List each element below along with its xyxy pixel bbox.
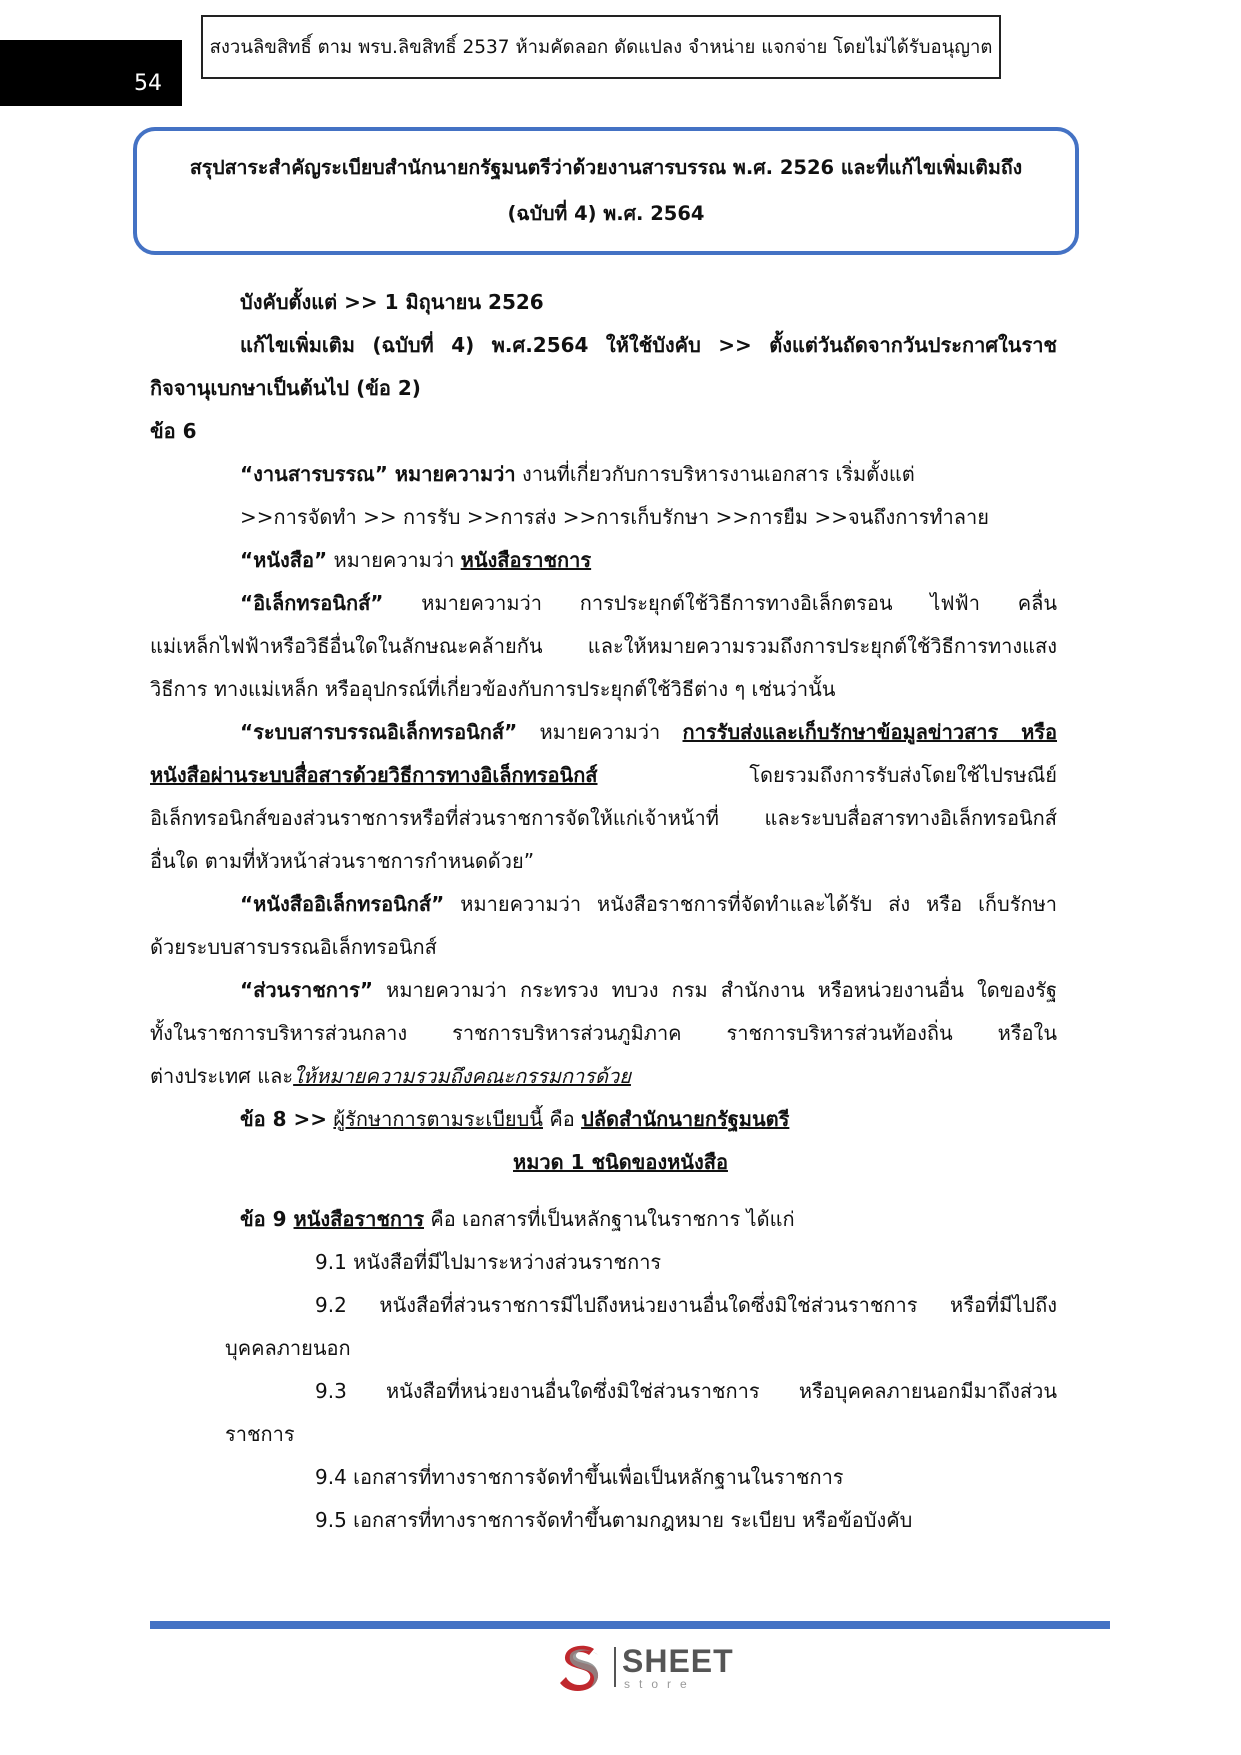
definition-term: “หนังสือ” (240, 548, 328, 572)
definition-electronic-line-2: แม่เหล็กไฟฟ้าหรือวิธีอื่นใดในลักษณะคล้ายกัน และให้หมายความรวมถึงการประยุกต์ใช้วิธีการทางแสง (150, 634, 1057, 658)
definition-e-document-line-2: ด้วยระบบสารบรรณอิเล็กทรอนิกส์ (150, 935, 437, 959)
section-1-heading: หมวด 1 ชนิดของหนังสือ (513, 1150, 728, 1174)
definition-text: หมายความว่า หนังสือราชการที่จัดทำและได้รับ ส่ง หรือ เก็บรักษา (444, 892, 1057, 916)
clause-8-value: ปลัดสำนักนายกรัฐมนตรี (581, 1107, 790, 1131)
clause-8-label: ข้อ 8 >> (240, 1107, 328, 1131)
definition-text: งานที่เกี่ยวกับการบริหารงานเอกสาร เริ่มตั้งแต่ (515, 462, 915, 486)
effective-date: บังคับตั้งแต่ >> 1 มิถุนายน 2526 (240, 290, 544, 314)
definition-underlined: การรับส่งและเก็บรักษาข้อมูลข่าวสาร หรือ (682, 720, 1058, 744)
logo-subtext: store (624, 1677, 696, 1691)
definition-term: “ส่วนราชการ” (240, 978, 374, 1002)
list-item-9-3-line-2: ราชการ (225, 1422, 295, 1446)
title-line-1: สรุปสาระสำคัญระเบียบสำนักนายกรัฐมนตรีว่าด้วยงานสารบรรณ พ.ศ. 2526 และที่แก้ไขเพิ่มเติมถึง (189, 156, 1023, 179)
definition-e-records-system (240, 717, 1057, 747)
clause-9-term: หนังสือราชการ (293, 1207, 424, 1231)
definition-government-agency (240, 975, 1057, 1005)
clause-8-connector: คือ (542, 1107, 582, 1131)
sheet-store-logo (556, 1641, 734, 1695)
definition-electronic-line-3: วิธีการ ทางแม่เหล็ก หรืออุปกรณ์ที่เกี่ยวข้องกับการประยุกต์ใช้วิธีต่าง ๆ เช่นว่านั้น (150, 677, 836, 701)
definition-e-records-system-line-2 (150, 760, 1057, 790)
footer-rule (150, 1621, 1110, 1629)
amendment-line-1: แก้ไขเพิ่มเติม (ฉบับที่ 4) พ.ศ.2564 ให้ใช้บังคับ >> ตั้งแต่วันถัดจากวันประกาศในราช (240, 333, 1057, 357)
definition-document (240, 545, 591, 575)
list-item-9-2-line-2: บุคคลภายนอก (225, 1336, 351, 1360)
definition-government-agency-line-2: ทั้งในราชการบริหารส่วนกลาง ราชการบริหารส่วนภูมิภาค ราชการบริหารส่วนท้องถิ่น หรือใน (150, 1021, 1057, 1045)
list-item-9-2: 9.2 หนังสือที่ส่วนราชการมีไปถึงหน่วยงานอื่นใดซึ่งมิใช่ส่วนราชการ หรือที่มีไปถึง (315, 1293, 1057, 1317)
clause-6-heading: ข้อ 6 (150, 419, 197, 443)
definition-term: “ระบบสารบรรณอิเล็กทรอนิกส์” (240, 720, 518, 744)
definition-text: หมายความว่า การประยุกต์ใช้วิธีการทางอิเล็กตรอน ไฟฟ้า คลื่น (383, 591, 1057, 615)
definition-term: “หนังสืออิเล็กทรอนิกส์” (240, 892, 445, 916)
definition-text: หมายความว่า (517, 720, 683, 744)
definition-text: หมายความว่า (327, 548, 461, 572)
copyright-text: สงวนลิขสิทธิ์ ตาม พรบ.ลิขสิทธิ์ 2537 ห้ามคัดลอก ดัดแปลง จำหน่าย แจกจ่าย โดยไม่ได้รับอนุญาต (209, 36, 993, 58)
definition-e-document (240, 889, 1057, 919)
amendment-line-2: กิจจานุเบกษาเป็นต้นไป (ข้อ 2) (150, 376, 421, 400)
logo-separator (614, 1647, 616, 1687)
definition-text: หมายความว่า กระทรวง ทบวง กรม สำนักงาน หรือหน่วยงานอื่น ใดของรัฐ (373, 978, 1057, 1002)
list-item-9-1: 9.1 หนังสือที่มีไปมาระหว่างส่วนราชการ (315, 1250, 662, 1274)
page-number: 54 (134, 71, 162, 96)
definition-italic-underlined: ให้หมายความรวมถึงคณะกรรมการด้วย (293, 1064, 631, 1088)
page-number-box (0, 40, 182, 106)
definition-e-records-system-line-3: อิเล็กทรอนิกส์ของส่วนราชการหรือที่ส่วนราชการจัดให้แก่เจ้าหน้าที่ และระบบสื่อสารทางอิเล็กทรอนิกส์ (150, 806, 1057, 830)
logo-text: SHEET (622, 1643, 734, 1679)
clause-8-subject: ผู้รักษาการตามระเบียบนี้ (333, 1107, 543, 1131)
list-item-9-5: 9.5 เอกสารที่ทางราชการจัดทำขึ้นตามกฎหมาย ระเบียบ หรือข้อบังคับ (315, 1508, 913, 1532)
definition-e-records-system-line-4: อื่นใด ตามที่หัวหน้าส่วนราชการกำหนดด้วย” (150, 849, 535, 873)
copyright-notice (201, 15, 1001, 79)
definition-value: หนังสือราชการ (460, 548, 592, 572)
clause-9 (240, 1204, 795, 1234)
definition-records-work-line-2: >>การจัดทำ >> การรับ >>การส่ง >>การเก็บรักษา >>การยืม >>จนถึงการทำลาย (240, 505, 989, 529)
list-item-9-3: 9.3 หนังสือที่หน่วยงานอื่นใดซึ่งมิใช่ส่วนราชการ หรือบุคคลภายนอกมีมาถึงส่วน (315, 1379, 1057, 1403)
definition-text: โดยรวมถึงการรับส่งโดยใช้ไปรษณีย์ (597, 763, 1057, 787)
definition-government-agency-line-3 (150, 1061, 631, 1091)
document-title-box (133, 127, 1079, 255)
definition-records-work (240, 459, 915, 489)
definition-underlined: หนังสือผ่านระบบสื่อสารด้วยวิธีการทางอิเล็กทรอนิกส์ (150, 763, 598, 787)
definition-text: ต่างประเทศ และ (150, 1064, 294, 1088)
clause-9-label: ข้อ 9 (240, 1207, 294, 1231)
clause-9-text: คือ เอกสารที่เป็นหลักฐานในราชการ ได้แก่ (424, 1207, 795, 1231)
definition-electronic (240, 588, 1057, 618)
clause-8 (240, 1104, 789, 1134)
definition-term: “งานสารบรรณ” หมายความว่า (240, 462, 516, 486)
list-item-9-4: 9.4 เอกสารที่ทางราชการจัดทำขึ้นเพื่อเป็นหลักฐานในราชการ (315, 1465, 844, 1489)
sheet-s-icon (556, 1641, 606, 1695)
definition-term: “อิเล็กทรอนิกส์” (240, 591, 384, 615)
title-line-2: (ฉบับที่ 4) พ.ศ. 2564 (507, 202, 705, 225)
